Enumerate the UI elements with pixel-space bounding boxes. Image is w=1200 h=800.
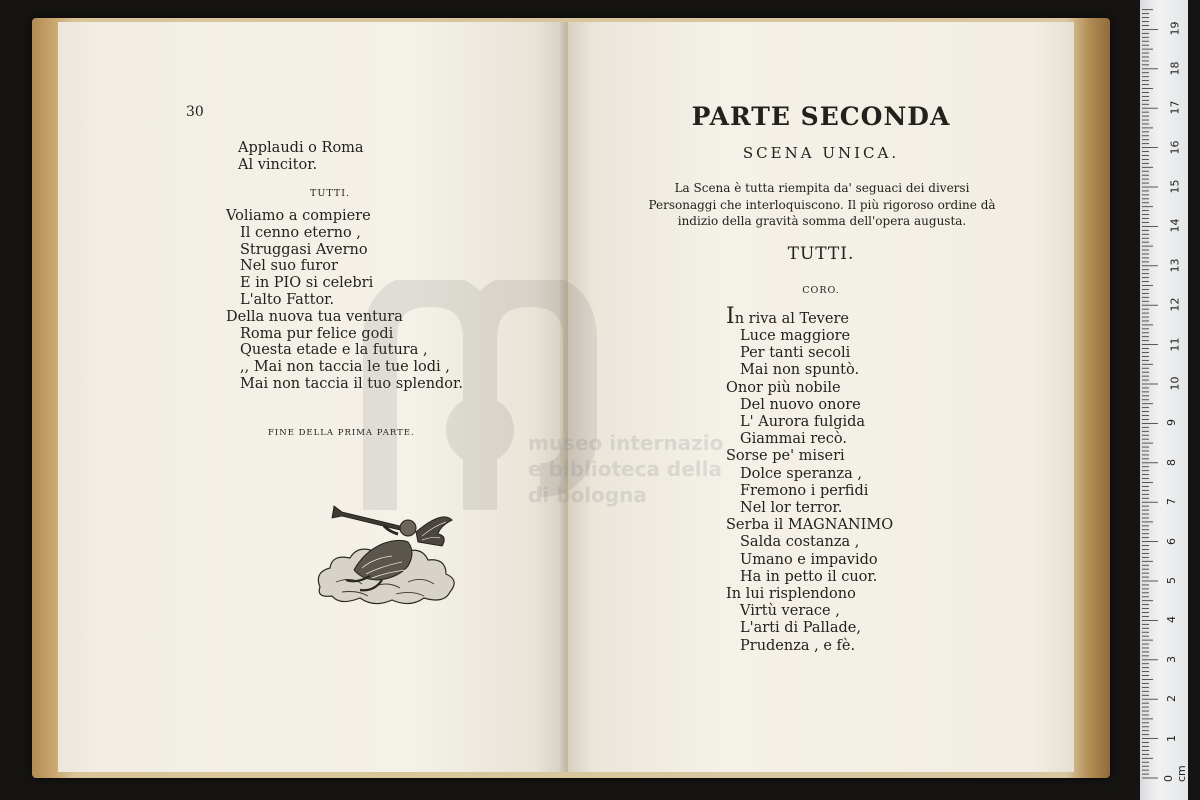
verse-line: Giammai recò.: [740, 431, 847, 448]
verse-line: Voliamo a compiere: [226, 208, 371, 224]
ruler-label: 15: [1168, 179, 1182, 194]
verse-line: Onor più nobile: [726, 379, 841, 396]
verse-line: Virtù verace ,: [740, 603, 840, 620]
verse-line: Ha in petto il cuor.: [740, 568, 878, 585]
verse-line: Serba il MAGNANIMO: [726, 517, 894, 534]
ruler-label: 1: [1165, 734, 1178, 742]
ruler-label: 10: [1168, 376, 1182, 391]
watermark-line: e biblioteca della: [528, 457, 722, 481]
verse-line: Nel lor terror.: [740, 500, 843, 516]
measurement-ruler: [1140, 0, 1188, 800]
verse-line: ,, Mai non taccia le tue lodi ,: [240, 359, 450, 376]
verse-line: Sorse pe' miseri: [726, 448, 845, 465]
scene-description: La Scena è tutta riempita da' seguaci dei diversi Personaggi che interloquiscono. Il più rigoroso ordine dà indizio della gravità somma dell'opera augusta.: [648, 181, 996, 228]
watermark-line: museo internazio: [528, 431, 724, 455]
watermark-text: [528, 430, 723, 508]
ruler-label: 17: [1168, 100, 1182, 115]
right-page: [568, 22, 1074, 772]
watermark-line: di bologna: [528, 483, 647, 507]
ruler-label: 7: [1165, 498, 1178, 506]
verse-line: Salda costanza ,: [740, 534, 860, 551]
verse-line: Il cenno eterno ,: [240, 224, 361, 241]
ruler-ticks: [1140, 0, 1188, 800]
verse-line: Applaudi o Roma: [238, 140, 364, 156]
verse-line: Umano e impavido: [740, 551, 878, 568]
ruler-label: 13: [1168, 258, 1182, 273]
ruler-label: 2: [1165, 695, 1178, 703]
left-page: [58, 22, 564, 772]
ruler-label: 19: [1168, 21, 1182, 36]
ruler-label: 3: [1165, 655, 1178, 663]
angel-ornament-image: [312, 492, 462, 612]
ruler-unit-label: 0 cm: [1162, 765, 1188, 782]
verse-line: Mai non spuntò.: [740, 362, 860, 379]
verse-line: Del nuovo onore: [740, 396, 861, 413]
verse-line: E in PIO si celebri: [240, 275, 374, 292]
ruler-label: 18: [1168, 61, 1182, 76]
first-verse-line: [726, 304, 849, 329]
verse-line: Questa etade e la futura ,: [240, 342, 428, 359]
ruler-label: 14: [1168, 218, 1182, 233]
ruler-label: 4: [1165, 616, 1178, 624]
verse-line: Al vincitor.: [238, 156, 318, 173]
first-line-text: n riva al Tevere: [734, 311, 849, 327]
ruler-label: 5: [1165, 577, 1178, 584]
verse-line: Mai non taccia il tuo splendor.: [240, 376, 463, 392]
verse-line: Roma pur felice godi: [240, 325, 394, 342]
page-number: 30: [186, 104, 204, 120]
verse-line: L'arti di Pallade,: [740, 620, 861, 637]
verse-line: L' Aurora fulgida: [740, 414, 866, 430]
ruler-label: 8: [1165, 458, 1178, 466]
chorus-label: CORO.: [802, 285, 840, 296]
verse-line: Nel suo furor: [240, 258, 338, 275]
ruler-label: 11: [1168, 337, 1182, 352]
end-note: FINE DELLA PRIMA PARTE.: [268, 428, 415, 438]
verse-line: Struggasi Averno: [240, 241, 368, 258]
ruler-label: 12: [1168, 297, 1182, 312]
verse-line: L'alto Fattor.: [240, 292, 335, 308]
ruler-label: 16: [1168, 140, 1182, 155]
verse-line: Per tanti secoli: [740, 345, 851, 362]
ruler-label: 6: [1165, 537, 1178, 545]
scene-subtitle: SCENA UNICA.: [742, 144, 900, 162]
drop-cap: I: [726, 304, 735, 329]
verse-line: In lui risplendono: [726, 586, 856, 602]
speaker-heading: TUTTI.: [787, 244, 855, 264]
verse-line: Prudenza , e fè.: [740, 637, 856, 654]
ruler-label: 9: [1165, 419, 1178, 427]
verse-line: Luce maggiore: [740, 328, 851, 344]
part-title: PARTE SECONDA: [691, 102, 951, 131]
speaker-label: TUTTI.: [310, 188, 350, 199]
verse-line: Fremono i perfidi: [740, 482, 869, 499]
verse-line: Dolce speranza ,: [740, 465, 863, 482]
verse-line: Della nuova tua ventura: [226, 308, 403, 325]
